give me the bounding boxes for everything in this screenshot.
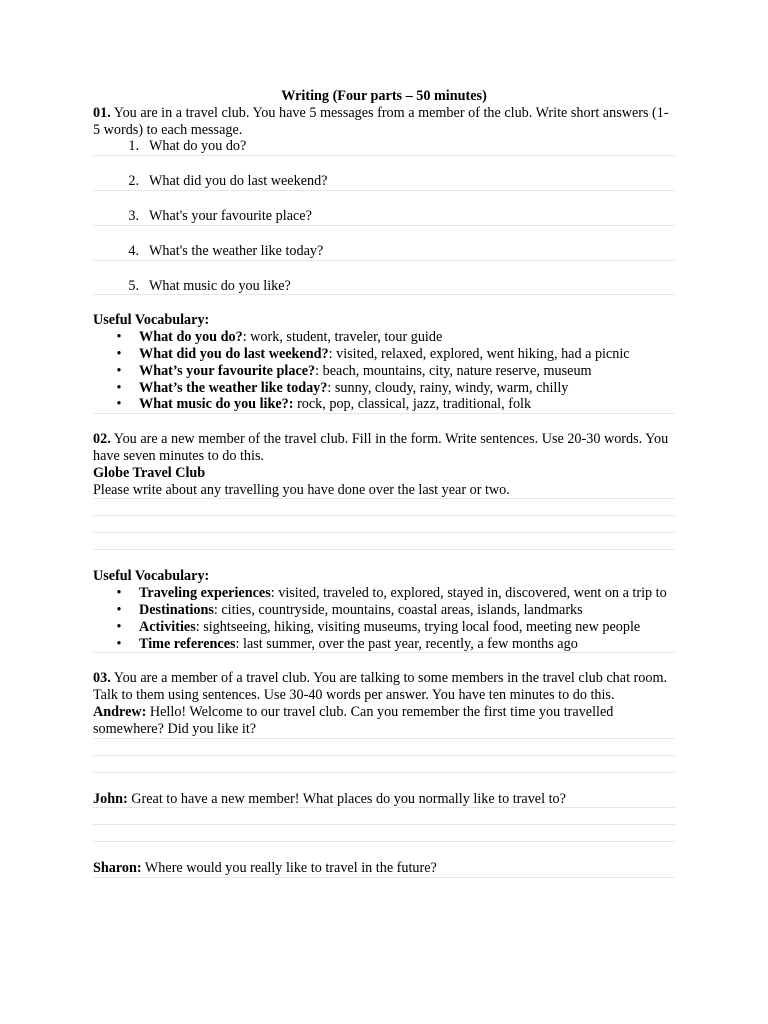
part3-number: 03. <box>93 670 111 687</box>
bullet-icon: • <box>116 329 122 346</box>
vocab-item <box>93 396 675 413</box>
vocab-words: rock, pop, classical, jazz, traditional, folk <box>293 396 532 413</box>
answer-line[interactable] <box>93 739 675 756</box>
vocab-term: Destinations <box>139 601 214 618</box>
vocab-term: What music do you like?: <box>139 396 294 413</box>
chat-message-andrew <box>93 704 675 738</box>
part2-instructions: You are a new member of the travel club. Fill in the form. Write sentences. Use 20-30 words. You have seven minutes to do this. <box>93 431 669 464</box>
part2-number: 02. <box>93 431 111 448</box>
answer-line[interactable] <box>93 499 675 516</box>
question-number: 3. <box>128 207 139 224</box>
vocab-item <box>93 585 675 602</box>
bullet-icon: • <box>116 585 122 602</box>
vocab-words: : work, student, traveler, tour guide <box>242 329 443 346</box>
chat-message-sharon <box>93 860 675 877</box>
vocab-item <box>93 329 675 346</box>
part1-intro <box>93 105 675 139</box>
message-text: Hello! Welcome to our travel club. Can you remember the first time you travelled somewhere? Did you like it? <box>93 703 614 737</box>
part2-vocab-list <box>93 585 675 652</box>
question-item <box>93 138 675 155</box>
vocab-words: : visited, traveled to, explored, stayed in, discovered, went on a trip to <box>270 585 667 602</box>
speaker-name: Andrew: <box>93 703 147 720</box>
speaker-name: Sharon: <box>93 860 142 877</box>
vocab-item <box>93 363 675 380</box>
bullet-icon: • <box>116 618 122 635</box>
bullet-icon: • <box>116 379 122 396</box>
part2-intro <box>93 431 675 465</box>
vocab-term: What did you do last weekend? <box>139 345 329 362</box>
vocab-words: : visited, relaxed, explored, went hiking, had a picnic <box>328 345 630 362</box>
answer-line[interactable] <box>93 516 675 533</box>
vocab-words: : cities, countryside, mountains, coastal areas, islands, landmarks <box>213 601 583 618</box>
question-text: What music do you like? <box>149 277 291 294</box>
vocab-term: Traveling experiences <box>139 585 271 602</box>
part3-instructions: You are a member of a travel club. You are talking to some members in the travel club chat room. Talk to them using sentences. Use 30-40 words per answer. You have ten minutes to do this. <box>93 670 668 704</box>
bullet-icon: • <box>116 345 122 362</box>
question-text: What's your favourite place? <box>149 207 312 224</box>
form-prompt: Please write about any travelling you have done over the last year or two. <box>93 481 510 498</box>
vocab-term: What’s the weather like today? <box>139 379 328 396</box>
question-number: 4. <box>128 242 139 259</box>
vocab-words: : sightseeing, hiking, visiting museums, trying local food, meeting new people <box>195 618 641 635</box>
part1-number: 01. <box>93 104 111 121</box>
bullet-icon: • <box>116 635 122 652</box>
question-number: 5. <box>128 277 139 294</box>
question-number: 2. <box>128 173 139 190</box>
chat-message-john <box>93 791 675 808</box>
vocab-term: Time references <box>139 635 236 652</box>
question-text: What did you do last weekend? <box>149 173 328 190</box>
bullet-icon: • <box>116 362 122 379</box>
vocab-item <box>93 602 675 619</box>
part1-question-list <box>93 138 675 155</box>
vocab-item <box>93 619 675 636</box>
part3-intro <box>93 670 675 704</box>
vocab-term: What’s your favourite place? <box>139 362 316 379</box>
message-text: Great to have a new member! What places do you normally like to travel to? <box>127 790 566 807</box>
message-text: Where would you really like to travel in the future? <box>141 860 437 877</box>
part1-vocab-heading: Useful Vocabulary: <box>93 312 210 329</box>
page-title: Writing (Four parts – 50 minutes) <box>281 88 487 104</box>
bullet-icon: • <box>116 601 122 618</box>
answer-line[interactable] <box>93 756 675 773</box>
bullet-icon: • <box>116 396 122 413</box>
part1-instructions: You are in a travel club. You have 5 messages from a member of the club. Write short answers (1-5 words) to each message. <box>93 104 669 138</box>
vocab-words: : sunny, cloudy, rainy, windy, warm, chilly <box>327 379 569 396</box>
vocab-item <box>93 346 675 363</box>
form-title: Globe Travel Club <box>93 464 206 481</box>
part1-vocab-list <box>93 329 675 413</box>
question-item <box>93 243 675 260</box>
answer-line[interactable] <box>93 825 675 842</box>
vocab-words: : beach, mountains, city, nature reserve, museum <box>315 362 592 379</box>
question-text: What's the weather like today? <box>149 242 324 259</box>
question-item <box>93 208 675 225</box>
answer-line[interactable] <box>93 877 675 878</box>
speaker-name: John: <box>93 790 128 807</box>
vocab-term: What do you do? <box>139 329 243 346</box>
question-text: What do you do? <box>149 138 247 155</box>
question-item <box>93 278 675 295</box>
worksheet-page <box>93 88 675 878</box>
vocab-item <box>93 636 675 653</box>
question-item <box>93 173 675 190</box>
vocab-item <box>93 380 675 397</box>
answer-line[interactable] <box>93 533 675 550</box>
question-number: 1. <box>128 138 139 155</box>
vocab-words: : last summer, over the past year, recently, a few months ago <box>235 635 578 652</box>
answer-line[interactable] <box>93 808 675 825</box>
vocab-term: Activities <box>139 618 196 635</box>
part2-vocab-heading: Useful Vocabulary: <box>93 568 210 585</box>
